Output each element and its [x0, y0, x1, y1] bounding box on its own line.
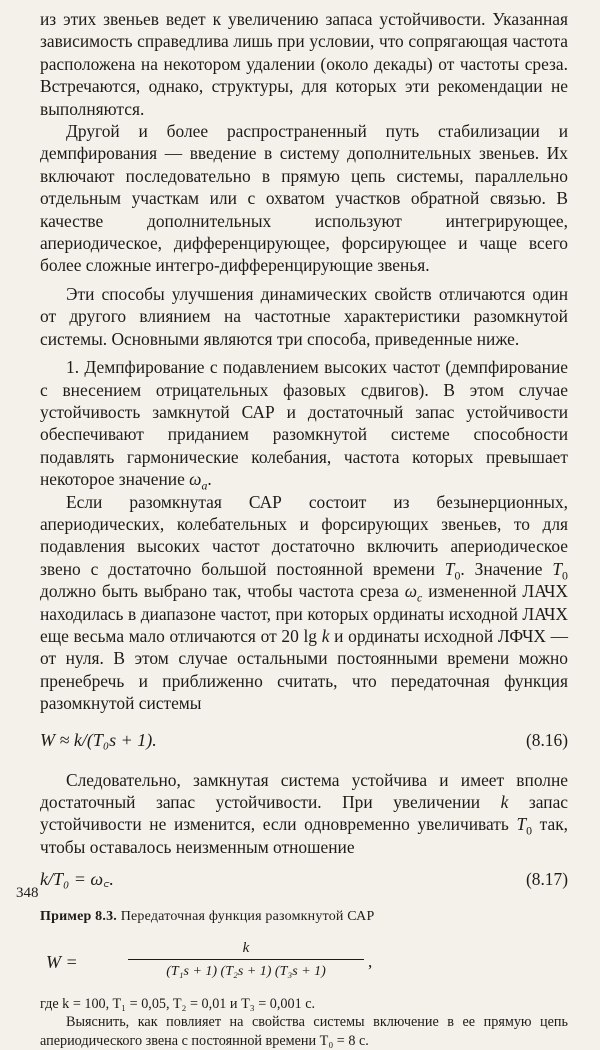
paragraph-4-text: 1. Демпфирование с подавлением высоких частот (демпфирование с внесением отрицательных фазовых сдвигов). В этом случае устойчивость замкнутой САР и достаточный запас устойчивости обеспечивают приданием разомкнутой системе способности подавлять гармонические колебания, частота которых превышает некоторое значение: [40, 357, 568, 490]
paragraph-5: [40, 491, 568, 715]
omega-a-subscript: a: [201, 478, 208, 493]
example-formula-lhs: W =: [46, 951, 78, 972]
t0-symbol-2: T: [552, 558, 563, 579]
k-symbol-2: k: [500, 792, 509, 812]
t0-subscript-2: 0: [562, 568, 568, 583]
formula-8-16-expression: W ≈ k/(T₀s + 1).: [40, 729, 157, 750]
example-formula-numerator: k: [242, 939, 250, 956]
omega-c-subscript: c: [417, 590, 423, 605]
example-params: где k = 100, T₁ = 0,05, T₂ = 0,01 и T₃ = 0,001 с.: [40, 995, 316, 1012]
t0-symbol-3: T: [516, 814, 527, 835]
paragraph-5-part-e: и ординаты исходной ЛФЧХ — от нуля. В этом случае остальными постоянными времени можно пренебречь и приближенно считать, что передаточная функция разомкнутой системы: [40, 625, 569, 714]
paragraph-6-part-a: Следовательно, замкнутая система устойчива и имеет вполне достаточный запас устойчивости. При увеличении: [40, 769, 568, 812]
t0-subscript-3: 0: [526, 823, 533, 838]
example-title: Передаточная функция разомкнутой САР: [120, 909, 375, 925]
omega-a-symbol: ω: [189, 469, 202, 490]
example-formula-comma: ,: [368, 951, 373, 971]
page-number: 348: [16, 885, 39, 901]
example-heading: [40, 906, 568, 928]
paragraph-6-part-c: так, чтобы оставалось неизменным отношение: [40, 814, 568, 857]
paragraph-3: Эти способы улучшения динамических свойств отличаются один от другого влиянием на частотные характеристики разомкнутой системы. Основными являются три способа, приведенные ниже.: [40, 283, 568, 349]
paragraph-6-part-b: запас устойчивости не изменится, если одновременно увеличивать: [40, 792, 569, 835]
fraction-bar: [128, 959, 364, 960]
paragraph-2: Другой и более распространенный путь стабилизации и демпфирования — введение в систему дополнительных звеньев. Их включают последовательно в прямую цепь системы, параллельно отдельным участкам или с охватом участков обратной связью. В качестве дополнительных используют интегрирующее, апериодическое, дифференцирующее, форсирующее и чаще всего более сложные интегро-дифференцирующие звенья.: [40, 121, 568, 276]
text-body: [40, 8, 568, 1050]
paragraph-6: [40, 769, 568, 859]
formula-8-16-number: (8.16): [525, 729, 568, 750]
formula-8-16: [40, 721, 568, 761]
paragraph-4: [40, 356, 568, 493]
example-formula: [40, 937, 568, 991]
t0-symbol: T: [444, 558, 455, 579]
example-task: Выяснить, как повлияет на свойства системы включение в ее прямую цепь апериодического звена с постоянной времени T₀ = 8 с.: [40, 1014, 568, 1049]
k-symbol: k: [321, 625, 330, 646]
example-label: Пример 8.3.: [40, 909, 117, 925]
paragraph-4-end: .: [207, 469, 212, 490]
paragraph-5-part-c: должно быть выбрано так, чтобы частота среза: [40, 581, 399, 602]
paragraph-5-part-b: . Значение: [460, 558, 543, 579]
paragraph-5-part-a: Если разомкнутая САР состоит из безынерционных, апериодических, колебательных и форсирующих звеньев, то для подавления высоких частот достаточно включить апериодическое звено с достаточно большой постоянной времени: [40, 491, 568, 579]
formula-8-17-number: (8.17): [525, 869, 568, 890]
paragraph-1: из этих звеньев ведет к увеличению запаса устойчивости. Указанная зависимость справедлива лишь при условии, что сопрягающая частота расположена на некотором удалении (около декады) от частоты среза. Встречаются, однако, структуры, для которых эти рекомендации не выполняются.: [40, 9, 568, 119]
formula-8-17-expression: k/T₀ = ω꜀.: [40, 869, 114, 890]
formula-8-17: [40, 864, 568, 898]
paragraph-5-part-d: измененной ЛАЧХ находилась в диапазоне частот, при которых ординаты исходной ЛАЧХ еще весьма мало отличаются от 20 lg: [40, 581, 568, 646]
example-formula-denominator: (T₁s + 1) (T₂s + 1) (T₃s + 1): [166, 963, 326, 979]
t0-subscript: 0: [454, 568, 461, 583]
omega-c-symbol: ω: [404, 581, 418, 602]
